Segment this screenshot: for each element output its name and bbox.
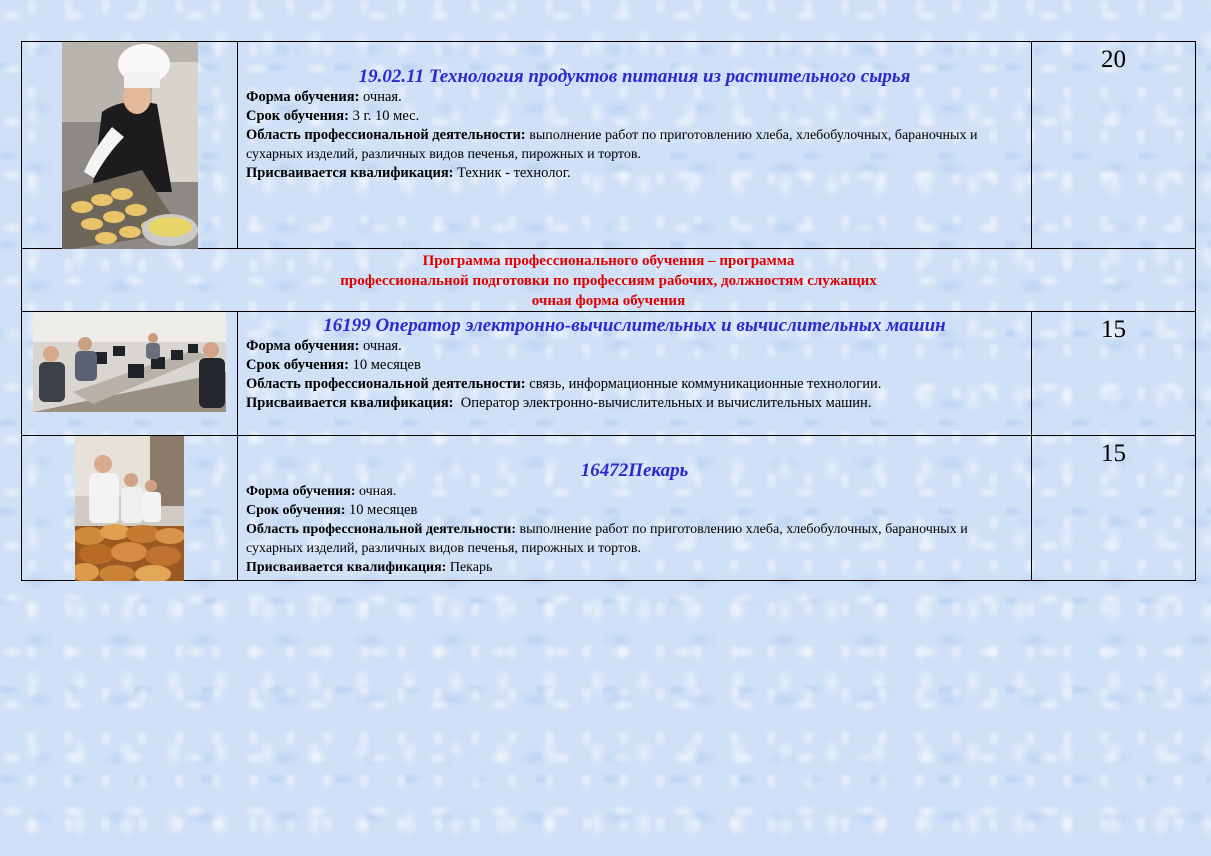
qualification-value: Оператор электронно-вычислительных и вычислительных машин. — [460, 395, 872, 411]
term-value: 10 месяцев — [349, 502, 418, 518]
form-value: очная. — [363, 89, 402, 105]
bakers-with-bread-photo — [75, 436, 184, 581]
places-count: 15 — [1032, 312, 1196, 436]
form-line — [246, 88, 1023, 107]
qualification-value: Техник - технолог. — [457, 165, 571, 181]
program-title: 16472Пекарь — [580, 460, 689, 481]
term-value: 10 месяцев — [352, 357, 421, 373]
section-line-2: профессиональной подготовки по профессиям рабочих, должностям служащих — [340, 273, 877, 289]
term-line — [246, 356, 1023, 375]
qualification-line — [246, 394, 1023, 413]
table-row — [22, 42, 1196, 249]
program-description — [238, 42, 1032, 249]
program-description — [238, 436, 1032, 581]
image-cell — [22, 42, 238, 249]
table-row — [22, 312, 1196, 436]
image-cell — [22, 436, 238, 581]
qualification-line — [246, 164, 1023, 183]
section-line-1: Программа профессионального обучения – программа — [422, 253, 795, 269]
area-label: Область профессиональной деятельности: — [246, 522, 516, 537]
section-line-3: очная форма обучения — [531, 293, 686, 309]
area-value: выполнение работ по приготовлению хлеба, хлебобулочных, бараночных и сухарных изделий, различных видов печенья, пирожных и тортов. — [246, 128, 978, 162]
table-row — [22, 436, 1196, 581]
qualification-line — [246, 558, 1023, 577]
section-header — [22, 249, 1196, 312]
area-line — [246, 375, 1023, 394]
area-line — [246, 520, 1023, 558]
term-label: Срок обучения: — [246, 108, 349, 124]
form-line — [246, 482, 1023, 501]
form-line — [246, 337, 1023, 356]
qualification-label: Присваивается квалификация: — [246, 165, 454, 181]
form-value: очная. — [363, 338, 402, 354]
image-cell — [22, 312, 238, 436]
qualification-value: Пекарь — [449, 560, 493, 575]
term-label: Срок обучения: — [246, 357, 349, 373]
form-value: очная. — [358, 484, 397, 499]
term-line — [246, 501, 1023, 520]
term-value: 3 г. 10 мес. — [352, 108, 420, 124]
places-count: 15 — [1032, 436, 1196, 581]
term-label: Срок обучения: — [246, 503, 346, 518]
form-label: Форма обучения: — [246, 338, 360, 354]
program-title: 16199 Оператор электронно-вычислительных и вычислительных машин — [323, 315, 946, 336]
area-line — [246, 126, 1023, 164]
form-label: Форма обучения: — [246, 89, 360, 105]
program-title: 19.02.11 Технология продуктов питания из растительного сырья — [358, 66, 911, 87]
term-line — [246, 107, 1023, 126]
places-count: 20 — [1032, 42, 1196, 249]
computer-classroom-photo — [33, 312, 226, 412]
qualification-label: Присваивается квалификация: — [246, 560, 447, 575]
area-label: Область профессиональной деятельности: — [246, 127, 526, 143]
area-value: выполнение работ по приготовлению хлеба, хлебобулочных, бараночных и сухарных изделий, различных видов печенья, пирожных и тортов. — [246, 522, 968, 556]
program-description — [238, 312, 1032, 436]
programs-table — [21, 41, 1196, 581]
qualification-label: Присваивается квалификация: — [246, 395, 454, 411]
area-value: связь, информационные коммуникационные технологии. — [529, 376, 882, 392]
section-header-row — [22, 249, 1196, 312]
form-label: Форма обучения: — [246, 484, 356, 499]
cook-brushing-pastries-photo — [62, 42, 198, 249]
area-label: Область профессиональной деятельности: — [246, 376, 526, 392]
